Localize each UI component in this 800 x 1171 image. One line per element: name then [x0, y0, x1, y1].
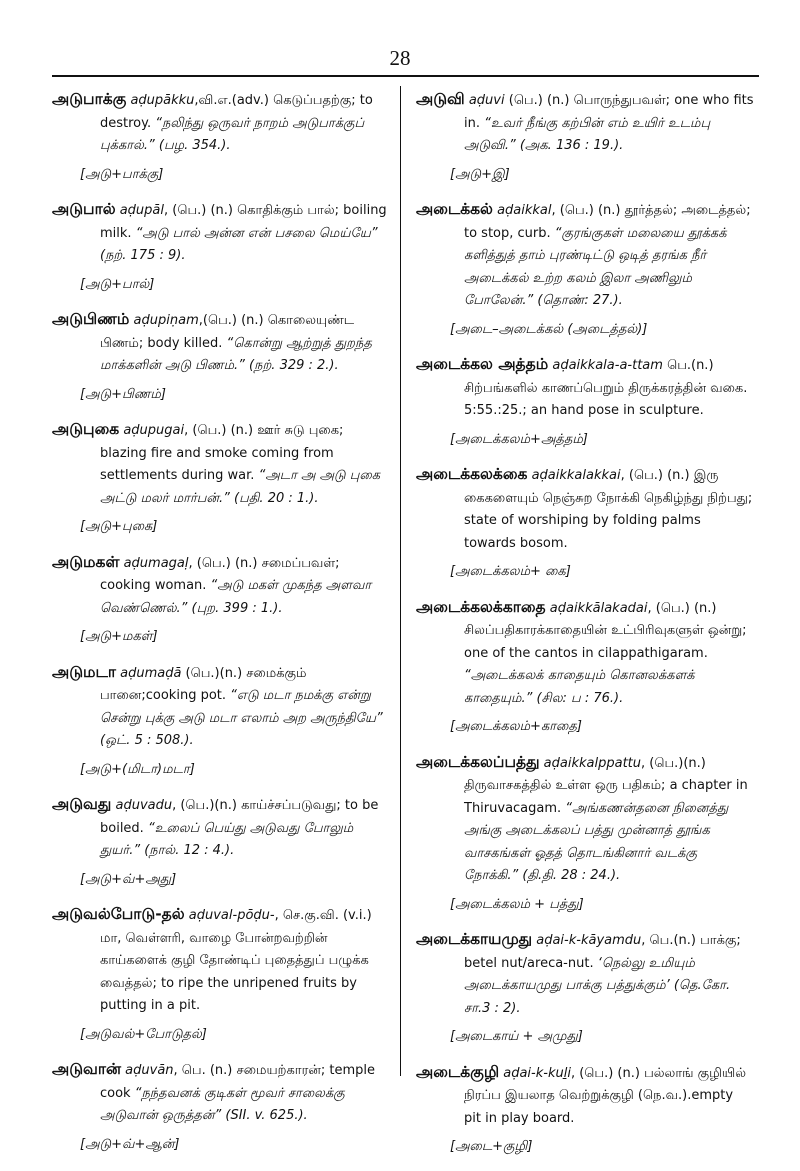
- entry-definition: பாக்கு; betel nut/areca-nut.: [464, 933, 741, 971]
- entry-etymology: [அடைகாய் + அமுது]: [450, 1029, 583, 1044]
- entry-headword: அடைக்காயமுது: [416, 930, 533, 948]
- entry-definition: பல்லாங் குழியில் நிரப்ப இயலாத வெற்றுக்குழி (நெ.வ.).empty pit in play board.: [464, 1065, 747, 1126]
- entry-definition: திருவாசகத்தில் உள்ள ஒரு பதிகம்; a chapter in Thiruvacagam.: [464, 778, 748, 816]
- entry-etymology: [அடு+மகள்]: [80, 629, 158, 644]
- entry-transliteration: aḍupāl: [119, 203, 164, 218]
- entry-etymology: [அடு+வ்+அது]: [80, 871, 177, 887]
- entry-body: [416, 596, 754, 711]
- entry-body: [52, 661, 390, 753]
- entry-headword: அடைக்கலக்காதை: [416, 597, 546, 616]
- entry-etymology: [அடைக்கலம்+காதை]: [450, 719, 582, 734]
- entry-citation: “அங்கணன்தனை நினைத்து அங்கு அடைக்கலப் பத்து முன்னாத் தூங்க வாசகங்கள் ஓதத் தொடங்கினார் வடக்கு நோக்கி.” (தி.தி. 28 : 24.).: [464, 800, 729, 883]
- dictionary-entry: [416, 928, 754, 1049]
- entry-citation: “உலைப் பெய்து அடுவது போலும் துயர்.” (நால். 12 : 4.).: [100, 820, 354, 858]
- right-column: [416, 88, 754, 1171]
- dictionary-entry: [52, 418, 390, 539]
- entry-grammar: , (பெ.) (n.): [551, 203, 625, 218]
- entry-headword: அடுவி: [416, 90, 465, 108]
- entry-grammar: , (பெ.)(n.): [172, 798, 242, 813]
- entry-transliteration: aḍuvadu: [115, 798, 173, 813]
- entry-definition: கொலையுண்ட பிணம்; body killed.: [100, 313, 355, 351]
- entry-transliteration: aḍai-k-kuḻi: [503, 1065, 571, 1081]
- entry-headword: அடைக்கலக்கை: [416, 465, 528, 483]
- entry-body: [52, 418, 390, 510]
- entry-grammar: , (பெ.) (n.): [620, 468, 694, 483]
- entry-body: [416, 1061, 754, 1131]
- entry-grammar: , (பெ.) (n.): [164, 203, 238, 218]
- entry-body: [52, 903, 390, 1018]
- entry-grammar: , (பெ.) (n.): [647, 600, 717, 616]
- entry-headword: அடுபிணம்: [52, 310, 130, 328]
- entry-definition: சிற்பங்களில் காணப்பெறும் திருக்கரத்தின் வகை. 5:55.:25.; an hand pose in sculpture.: [464, 380, 748, 418]
- entry-grammar: , பெ.(n.): [641, 933, 701, 948]
- entry-etymology: [அடுவல்+போடுதல்]: [80, 1026, 207, 1042]
- entry-headword: அடுவான்: [52, 1060, 122, 1078]
- entry-etymology: [அடைக்கலம்+ கை]: [450, 564, 571, 579]
- entry-etymology: [அடு+வ்+ஆன்]: [80, 1136, 180, 1152]
- entry-grammar: பெ.(n.): [662, 358, 714, 373]
- entry-headword: அடுபுகை: [52, 420, 120, 438]
- entry-transliteration: aḍaikkala-a-ttam: [552, 358, 663, 373]
- entry-headword: அடுமகள்: [52, 552, 120, 571]
- entry-definition: சமையற்காரன்; temple cook: [100, 1063, 376, 1101]
- entry-headword: அடுவது: [52, 795, 112, 813]
- entry-definition: கெடுப்பதற்கு; to destroy.: [100, 93, 373, 131]
- entry-definition: ஊர் சுடு புகை; blazing fire and smoke coming from settlements during war.: [100, 423, 344, 483]
- entry-citation: “அடைக்கலக் காதையும் கொனலக்களக் காதையும்.” (சில: ப : 76.).: [464, 668, 695, 706]
- entry-transliteration: aḍumagaḷ: [123, 555, 189, 571]
- entry-etymology: [அடு+பால்]: [80, 276, 155, 292]
- entry-citation: “அடு மகள் முகந்த அளவா வெண்ணெல்.” (புற. 399 : 1.).: [100, 578, 372, 616]
- entry-definition: சமைக்கும் பானை;cooking pot.: [100, 665, 307, 703]
- entry-etymology: [அடை–அடைக்கல் (அடைத்தல்)]: [450, 321, 648, 337]
- entry-definition: சமைப்பவள்; cooking woman.: [100, 555, 340, 593]
- entry-definition: தூர்த்தல்; அடைத்தல்; to stop, curb.: [464, 203, 751, 241]
- entry-headword: அடுவல்போடு-தல்: [52, 905, 185, 923]
- entry-grammar: (பெ.)(n.): [181, 665, 247, 681]
- entry-etymology: [அடைக்கலம்+அத்தம்]: [450, 431, 588, 447]
- entry-headword: அடுபால்: [52, 200, 116, 218]
- entry-transliteration: aḍupiṇam: [133, 313, 199, 328]
- entry-body: [52, 551, 390, 621]
- entry-body: [416, 751, 754, 888]
- entry-etymology: [அடு+பாக்கு]: [80, 166, 164, 182]
- entry-definition: காய்ச்சப்படுவது; to be boiled.: [100, 798, 379, 836]
- entry-citation: “எடு மடா நமக்கு என்று சென்று புக்கு அடு மடா எலாம் அற அருந்தியே” (ஒட். 5 : 508.).: [100, 688, 383, 748]
- entry-definition: மா, வெள்ளரி, வாழை போன்றவற்றின் காய்களைக் குழி தோண்டிப் புதைத்துப் பழுக்க வைத்தல்; to ripe the unripened fruits by putting in a pit.: [100, 930, 369, 1013]
- dictionary-entry: [52, 198, 390, 296]
- entry-transliteration: aḍupugai: [123, 423, 185, 438]
- dictionary-entry: [52, 551, 390, 649]
- entry-transliteration: aḍai-k-kāyamdu: [536, 933, 642, 948]
- entry-transliteration: aḍumaḍā: [120, 665, 182, 681]
- column-divider: [400, 86, 401, 1076]
- dictionary-entry: [416, 353, 754, 451]
- entry-body: [416, 463, 754, 555]
- dictionary-entry: [52, 661, 390, 782]
- entry-transliteration: aḍaikkalakkai: [531, 468, 621, 483]
- entry-citation: “நந்தவனக் குடிகள் மூவர் சாலைக்கு அடுவான் ஒருத்தன்” (SII. v. 625.).: [100, 1085, 345, 1123]
- entry-body: [52, 308, 390, 378]
- page-number: 28: [389, 46, 411, 70]
- entry-etymology: [அடு+இ]: [450, 166, 510, 182]
- dictionary-entry: [416, 751, 754, 917]
- entry-body: [416, 198, 754, 313]
- left-column: [52, 88, 390, 1168]
- entry-grammar: , (பெ.)(n.): [641, 755, 706, 771]
- entry-transliteration: aḍaikkālakadai: [549, 600, 648, 616]
- dictionary-entry: [52, 308, 390, 406]
- dictionary-entry: [52, 88, 390, 186]
- entry-grammar: , செ.கு.வி. (v.i.): [274, 908, 372, 923]
- dictionary-entry: [416, 463, 754, 584]
- entry-transliteration: aḍuval-pōḍu-: [188, 908, 275, 923]
- entry-transliteration: aḍuvān: [125, 1063, 174, 1078]
- entry-body: [416, 88, 754, 158]
- entry-body: [52, 88, 390, 158]
- dictionary-entry: [52, 1058, 390, 1156]
- entry-citation: “அடா அ அடு புகை அட்டு மலர் மார்பன்.” (பதி. 20 : 1.).: [100, 468, 381, 506]
- entry-grammar: , (பெ.) (n.): [188, 555, 262, 571]
- entry-citation: ‘நெல்லு உமியும் அடைக்காயமுது பாக்கு பத்துக்கும்’ (தெ.கோ. சா.3 : 2).: [464, 955, 731, 1016]
- entry-definition: சிலப்பதிகாரக்காதையின் உட்பிரிவுகளுள் ஒன்று; one of the cantos in cilappathigaram.: [464, 623, 747, 661]
- entry-citation: “நலிந்து ஒருவர் நாறம் அடுபாக்குப் புக்கால்.” (பழ. 354.).: [100, 115, 365, 153]
- entry-grammar: , (பெ.) (n.): [570, 1065, 645, 1081]
- dictionary-entry: [416, 88, 754, 186]
- entry-citation: “அடு பால் அன்ன என் பசலை மெய்யே” (நற். 175 : 9).: [100, 225, 378, 263]
- entry-grammar: , பெ. (n.): [173, 1063, 237, 1078]
- entry-etymology: [அடை+குழி]: [450, 1139, 533, 1154]
- dictionary-entry: [416, 1061, 754, 1159]
- header-rule: [52, 75, 759, 77]
- entry-body: [416, 928, 754, 1020]
- entry-grammar: ,(பெ.) (n.): [198, 313, 268, 328]
- entry-headword: அடைக்கலப்பத்து: [416, 752, 540, 771]
- dictionary-entry: [52, 903, 390, 1046]
- entry-body: [52, 198, 390, 268]
- entry-transliteration: aḍuvi: [468, 93, 505, 108]
- entry-headword: அடைக்கல்: [416, 200, 493, 218]
- entry-body: [52, 1058, 390, 1128]
- entry-headword: அடைக்குழி: [416, 1062, 500, 1081]
- entry-etymology: [அடு+புகை]: [80, 519, 158, 534]
- entry-headword: அடுபாக்கு: [52, 90, 127, 108]
- entry-body: [416, 353, 754, 423]
- entry-etymology: [அடு+பிணம்]: [80, 386, 166, 402]
- entry-headword: அடுமடா: [52, 662, 116, 681]
- entry-body: [52, 793, 390, 863]
- entry-headword: அடைக்கல அத்தம்: [416, 355, 549, 373]
- entry-etymology: [அடைக்கலம் + பத்து]: [450, 896, 584, 912]
- entry-citation: “குரங்குகள் மலையை தூக்கக் களித்துத் தாம் புரண்டிட்டு ஒடித் தரங்க நீர் அடைக்கல் உற்ற கலம் இலா அணிலும் போலேன்.” (தொண்: 27.).: [464, 225, 727, 308]
- entry-definition: பொருந்துபவள்; one who fits in.: [464, 93, 754, 131]
- entry-etymology: [அடு+(மிடா)மடா]: [80, 761, 195, 777]
- entry-transliteration: aḍaikkalppattu: [543, 755, 642, 771]
- entry-transliteration: aḍaikkal: [497, 203, 552, 218]
- entry-grammar: ,வி.எ.(adv.): [194, 93, 269, 108]
- entry-citation: “உவர் நீங்கு கற்பின் எம் உயிர் உடம்பு அடுவி.” (அக. 136 : 19.).: [464, 115, 711, 153]
- entry-definition: இரு கைகளையும் நெஞ்சுற நோக்கி நெகிழ்ந்து நிற்பது; state of worshiping by folding palms towards bosom.: [464, 468, 753, 551]
- dictionary-entry: [416, 198, 754, 341]
- entry-grammar: , (பெ.) (n.): [184, 423, 258, 438]
- entry-citation: “கொன்று ஆற்றுத் துறந்த மாக்களின் அடு பிணம்.” (நற். 329 : 2.).: [100, 335, 372, 373]
- dictionary-entry: [416, 596, 754, 739]
- entry-transliteration: aḍupākku: [130, 93, 195, 108]
- dictionary-entry: [52, 793, 390, 891]
- entry-grammar: (பெ.) (n.): [504, 93, 574, 108]
- entry-definition: கொதிக்கும் பால்; boiling milk.: [100, 203, 387, 241]
